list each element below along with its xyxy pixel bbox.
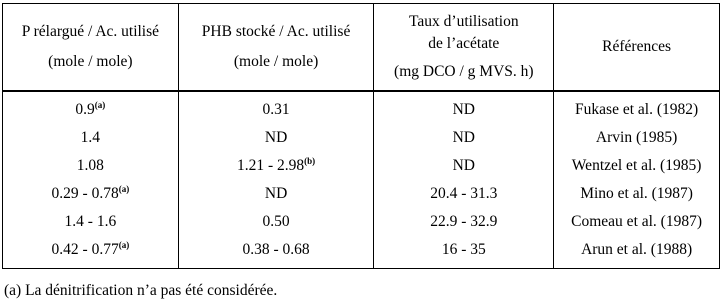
footnote-marker: (a): [94, 100, 106, 110]
cell-uptake-rate-value: ND: [452, 101, 475, 118]
header-p-released: [3, 4, 179, 92]
cell-p-released: [3, 152, 179, 180]
header-references: [554, 4, 720, 92]
header-references-line1: Références: [602, 38, 672, 55]
footnote-marker: (a): [118, 240, 130, 250]
header-p-released-line1: P rélargué / Ac. utilisé: [21, 23, 160, 40]
cell-phb-stored: [178, 91, 374, 124]
header-phb-stored: [178, 4, 374, 92]
cell-p-released-value: 1.4: [80, 129, 101, 146]
cell-reference-value: Fukase et al. (1982): [575, 101, 699, 118]
cell-uptake-rate-value: 22.9 - 32.9: [430, 213, 498, 230]
cell-phb-stored-value: 0.31: [262, 101, 290, 118]
cell-reference: [554, 91, 720, 124]
header-uptake-rate-line1: Taux d’utilisation: [409, 13, 519, 30]
table-row: [3, 124, 720, 152]
table-footnote: (a) La dénitrification n’a pas été considérée.: [4, 282, 278, 299]
cell-p-released-value: 0.42 - 0.77: [51, 241, 119, 258]
cell-reference-value: Arvin (1985): [595, 129, 678, 146]
cell-reference-value: Wentzel et al. (1985): [571, 157, 702, 174]
cell-uptake-rate-value: 16 - 35: [441, 241, 486, 258]
cell-p-released: [3, 91, 179, 124]
cell-reference: [554, 124, 720, 152]
header-row: [3, 4, 720, 92]
cell-reference: [554, 236, 720, 269]
cell-p-released: [3, 124, 179, 152]
table-row: [3, 236, 720, 269]
cell-uptake-rate-value: ND: [452, 157, 475, 174]
cell-p-released: [3, 180, 179, 208]
data-table: [2, 3, 720, 269]
cell-reference: [554, 208, 720, 236]
table-row: [3, 91, 720, 124]
cell-phb-stored: [178, 180, 374, 208]
cell-reference: [554, 152, 720, 180]
cell-reference-value: Mino et al. (1987): [580, 185, 693, 202]
cell-p-released-value: 1.4 - 1.6: [64, 213, 117, 230]
cell-p-released: [3, 208, 179, 236]
header-uptake-rate-line2: de l’acétate: [428, 35, 500, 52]
table-row: [3, 180, 720, 208]
table-row: [3, 152, 720, 180]
table-row: [3, 208, 720, 236]
cell-phb-stored-value: 0.38 - 0.68: [242, 241, 310, 258]
cell-uptake-rate-value: ND: [452, 129, 475, 146]
cell-p-released-value: 1.08: [76, 157, 104, 174]
cell-uptake-rate: [374, 152, 554, 180]
cell-phb-stored: [178, 152, 374, 180]
cell-reference-value: Comeau et al. (1987): [571, 213, 703, 230]
cell-uptake-rate-value: 20.4 - 31.3: [430, 185, 498, 202]
cell-phb-stored-value: ND: [264, 129, 288, 146]
cell-reference: [554, 180, 720, 208]
cell-phb-stored-value: 0.50: [262, 213, 290, 230]
cell-p-released-value: 0.29 - 0.78: [51, 185, 119, 202]
cell-uptake-rate: [374, 208, 554, 236]
cell-p-released: [3, 236, 179, 269]
header-phb-stored-line2: (mole / mole): [233, 53, 319, 70]
footnote-marker: (a): [118, 184, 130, 194]
cell-phb-stored: [178, 208, 374, 236]
header-phb-stored-line1: PHB stocké / Ac. utilisé: [201, 23, 351, 40]
header-uptake-rate: [374, 4, 554, 92]
cell-phb-stored: [178, 236, 374, 269]
cell-uptake-rate: [374, 180, 554, 208]
cell-phb-stored: [178, 124, 374, 152]
cell-reference-value: Arun et al. (1988): [581, 241, 693, 258]
cell-phb-stored-value: 1.21 - 2.98: [236, 157, 305, 174]
cell-phb-stored-value: ND: [264, 185, 288, 202]
cell-uptake-rate: [374, 124, 554, 152]
header-p-released-line2: (mole / mole): [48, 53, 133, 70]
cell-uptake-rate: [374, 91, 554, 124]
footnote-marker: (b): [304, 156, 316, 166]
header-uptake-rate-line3: (mg DCO / g MVS. h): [394, 63, 534, 80]
cell-uptake-rate: [374, 236, 554, 269]
cell-p-released-value: 0.9: [75, 101, 95, 118]
